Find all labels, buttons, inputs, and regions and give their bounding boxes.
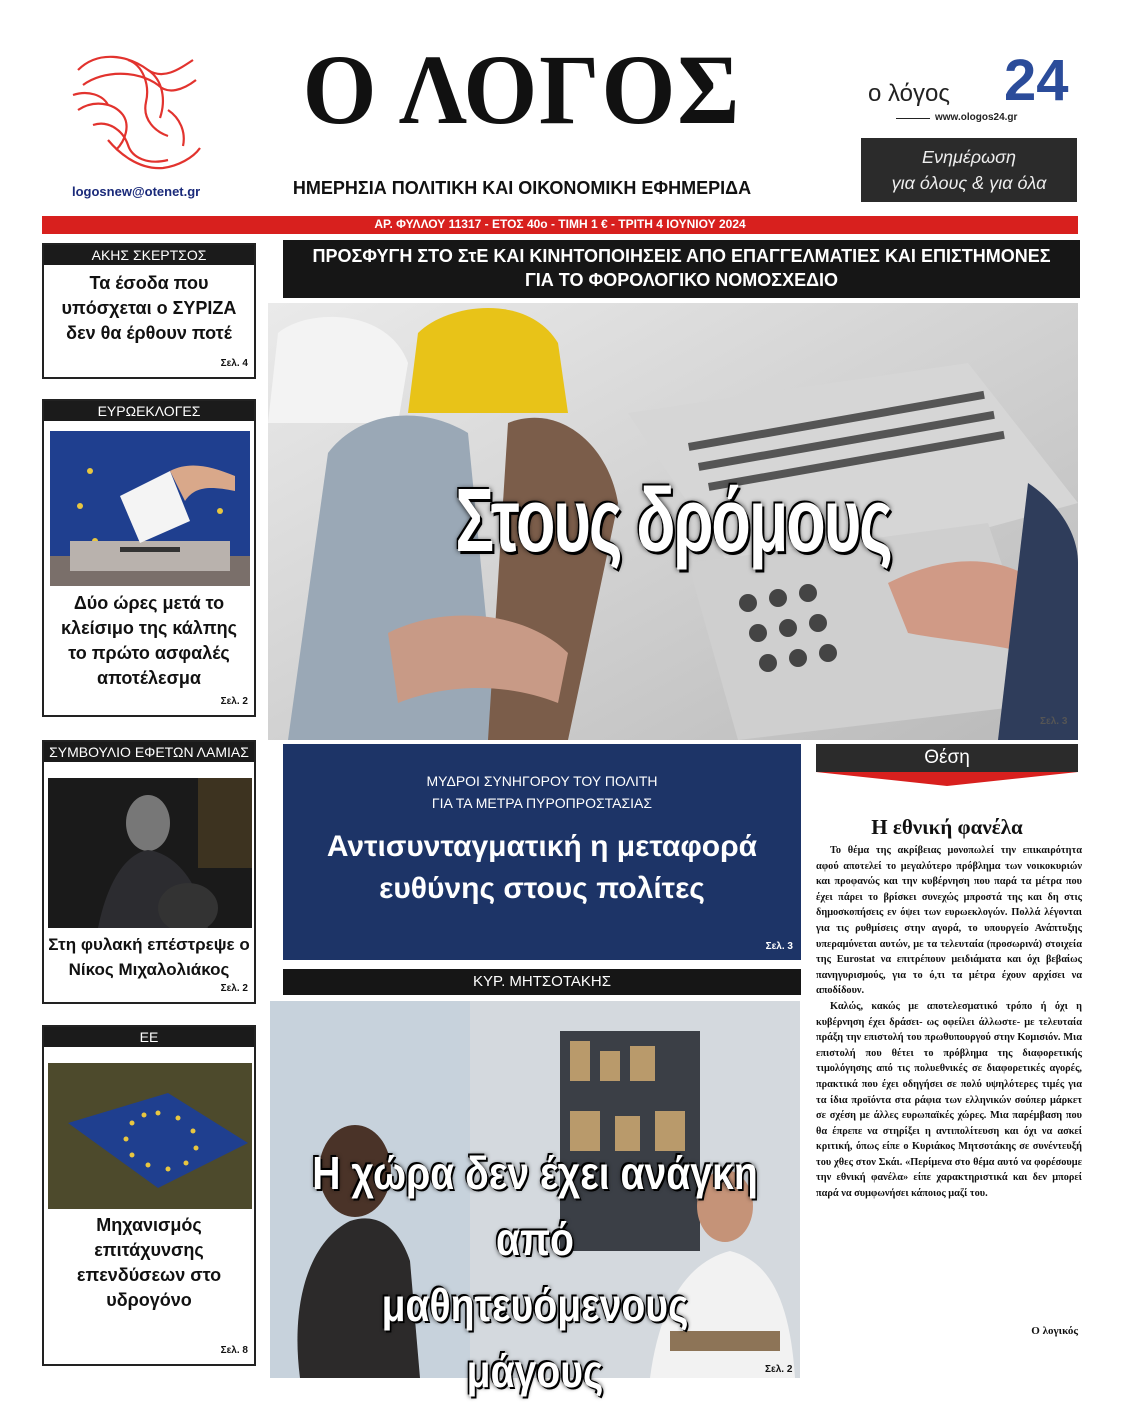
opinion-author: Ο λογικός (1031, 1325, 1078, 1337)
issue-bar (42, 216, 1078, 234)
second-kicker-line2: ΓΙΑ ΤΑ ΜΕΤΡΑ ΠΥΡΟΠΡΟΣΤΑΣΙΑΣ (431, 795, 653, 811)
third-page: Σελ. 2 (765, 1364, 793, 1375)
tagline-line2: για όλους & για όλα (891, 173, 1047, 193)
third-label: ΚΥΡ. ΜΗΤΣΟΤΑΚΗΣ (283, 969, 801, 995)
ballot-box-photo (50, 431, 250, 586)
sidebar-box-4-text: Μηχανισμός επιτάχυνσης επενδύσεων στο υδρογόνο (76, 1215, 222, 1310)
eu-flag-photo (48, 1063, 252, 1209)
sidebar-box-2-page: Σελ. 2 (220, 696, 248, 707)
lead-banner-line1: ΠΡΟΣΦΥΓΗ ΣΤΟ ΣτΕ ΚΑΙ ΚΙΝΗΤΟΠΟΙΗΣΕΙΣ ΑΠΟ ΕΠΑΓΓΕΛΜΑΤΙΕΣ ΚΑΙ ΕΠΙΣΤΗΜΟΝΕΣ (312, 246, 1051, 266)
second-page: Σελ. 3 (765, 941, 793, 952)
lead-banner-line2: ΓΙΑ ΤΟ ΦΟΡΟΛΟΓΙΚΟ ΝΟΜΟΣΧΕΔΙΟ (524, 270, 839, 290)
logo24-name: ο λόγος (868, 80, 950, 107)
second-story-box[interactable] (283, 744, 801, 960)
opinion-paragraph-2: Καλώς, κακώς με αποτελεσματικό τρόπο ή όχι η κυβέρνηση έχει δράσει- ως οφείλει άλλωστε- με τελευταία πράξη την επιστολή του πρωθυπουργού στην Κομισιόν. Μια επιστολή που θέτει το πρόβλημα της διαφορετικής τιμολόγησης από τις πολυεθνικές σε διαφορετικές αγορές, πρακτικά που έχει οδηγήσει σε πολύ υψηλότερες τιμές για τα ίδια προϊόντα στα ράφια των ελληνικών σούπερ μάρκετ σε σχέση με άλλες ευρωπαϊκές χώρες. Μια παρέμβαση που θα έπρεπε να στηρίξει η αντιπολίτευση και όχι να ασκεί κριτική, όπως είπε ο Κυριάκος Μητσοτάκης σε συνέντευξή του χθες στον Σκάι. «Περίμενα στο θέμα αυτό να φορέσουμε την εθνική φανέλα» είπε χαρακτηριστικά και δεν μπορεί παρά να συμφωνήσει κάποιος μαζί του. (816, 1000, 1082, 1200)
lead-banner (283, 240, 1080, 298)
sidebar-box-1-page: Σελ. 4 (220, 358, 248, 369)
sidebar-box-4[interactable] (42, 1025, 256, 1366)
second-headline (283, 826, 801, 910)
sidebar-box-1-header: ΑΚΗΣ ΣΚΕΡΤΣΟΣ (44, 245, 254, 265)
logo24-number: 24 (1004, 48, 1069, 113)
second-kicker (283, 744, 801, 814)
sidebar-box-4-page: Σελ. 8 (220, 1345, 248, 1356)
lead-page: Σελ. 3 (1040, 716, 1068, 727)
second-headline-line1: Αντισυνταγματική η μεταφορά (326, 830, 758, 863)
third-headline-line2: μαθητευόμενους μάγους (381, 1279, 689, 1397)
second-headline-line2: ευθύνης στους πολίτες (379, 872, 705, 905)
tagline-box (861, 138, 1077, 202)
sidebar-box-1-text: Τα έσοδα που υπόσχεται ο ΣΥΡΙΖΑ δεν θα έρθουν ποτέ (61, 273, 237, 343)
sidebar-box-2-text: Δύο ώρες μετά το κλείσιμο της κάλπης το πρώτο ασφαλές αποτέλεσμα (61, 593, 237, 688)
sidebar-box-3[interactable] (42, 740, 256, 1004)
third-headline-line1: Η χώρα δεν έχει ανάγκη από (312, 1147, 758, 1265)
sidebar-box-1[interactable] (42, 243, 256, 379)
third-headline[interactable] (310, 1140, 761, 1404)
issue-line: ΑΡ. ΦΥΛΛΟΥ 11317 - ΕΤΟΣ 40ο - ΤΙΜΗ 1 € - ΤΡΙΤΗ 4 ΙΟΥΝΙΟΥ 2024 (374, 217, 746, 231)
sidebar-box-2-header: ΕΥΡΩΕΚΛΟΓΕΣ (44, 401, 254, 421)
opinion-section: Θέση (816, 744, 1078, 772)
sidebar-box-3-page: Σελ. 2 (220, 983, 248, 994)
sidebar-box-4-header: ΕΕ (44, 1027, 254, 1047)
masthead-subtitle: ΗΜΕΡΗΣΙΑ ΠΟΛΙΤΙΚΗ ΚΑΙ ΟΙΚΟΝΟΜΙΚΗ ΕΦΗΜΕΡΙΔΑ (292, 178, 752, 198)
opinion-paragraph-1: Το θέμα της ακρίβειας μονοπωλεί την επικαιρότητα αφού αποτελεί το μεγαλύτερο πρόβλημα των νοικοκυριών και προφανώς και την κυβέρνηση που παρά τα μέτρα που έχει πάρει το βρίσκει συνεχώς μπροστά της και δη στις δημοσκοπήσεις εν όψει των ευρωεκλογών. Πολλά λέγονται για τις ρυθμίσεις στην αγορά, το υπουργείο Ανάπτυξης υπεραμύνεται αυτών, με τα τελευταία (προσωρινά) στοιχεία της Eurostat να επιτρέπουν μειδιάματα και όχι βεβαίως πανηγυρισμούς, για το ό,τι τα μέτρα έχουν αρχίσει να αποδίδουν. (816, 845, 1082, 997)
second-kicker-line1: ΜΥΔΡΟΙ ΣΥΝΗΓΟΡΟΥ ΤΟΥ ΠΟΛΙΤΗ (426, 773, 658, 789)
opinion-title[interactable]: Η εθνική φανέλα (871, 815, 1023, 839)
tagline-line1: Ενημέρωση (922, 147, 1016, 167)
opinion-body (816, 843, 1082, 1202)
court-photo (48, 778, 252, 928)
sidebar-box-3-text: Στη φυλακή επέστρεψε ο Νίκος Μιχαλολιάκος (48, 935, 250, 979)
logo24-url[interactable]: www.ologos24.gr (935, 112, 1018, 123)
logo24-underline (896, 118, 930, 119)
contact-email[interactable]: logosnew@otenet.gr (72, 184, 201, 199)
masthead-women-logo (68, 40, 208, 180)
lead-headline[interactable]: Στους δρόμους (455, 471, 891, 571)
sidebar-box-2[interactable] (42, 399, 256, 717)
masthead-title: Ο ΛΟΓΟΣ (302, 34, 742, 145)
sidebar-box-3-header: ΣΥΜΒΟΥΛΙΟ ΕΦΕΤΩΝ ΛΑΜΙΑΣ (44, 742, 254, 762)
